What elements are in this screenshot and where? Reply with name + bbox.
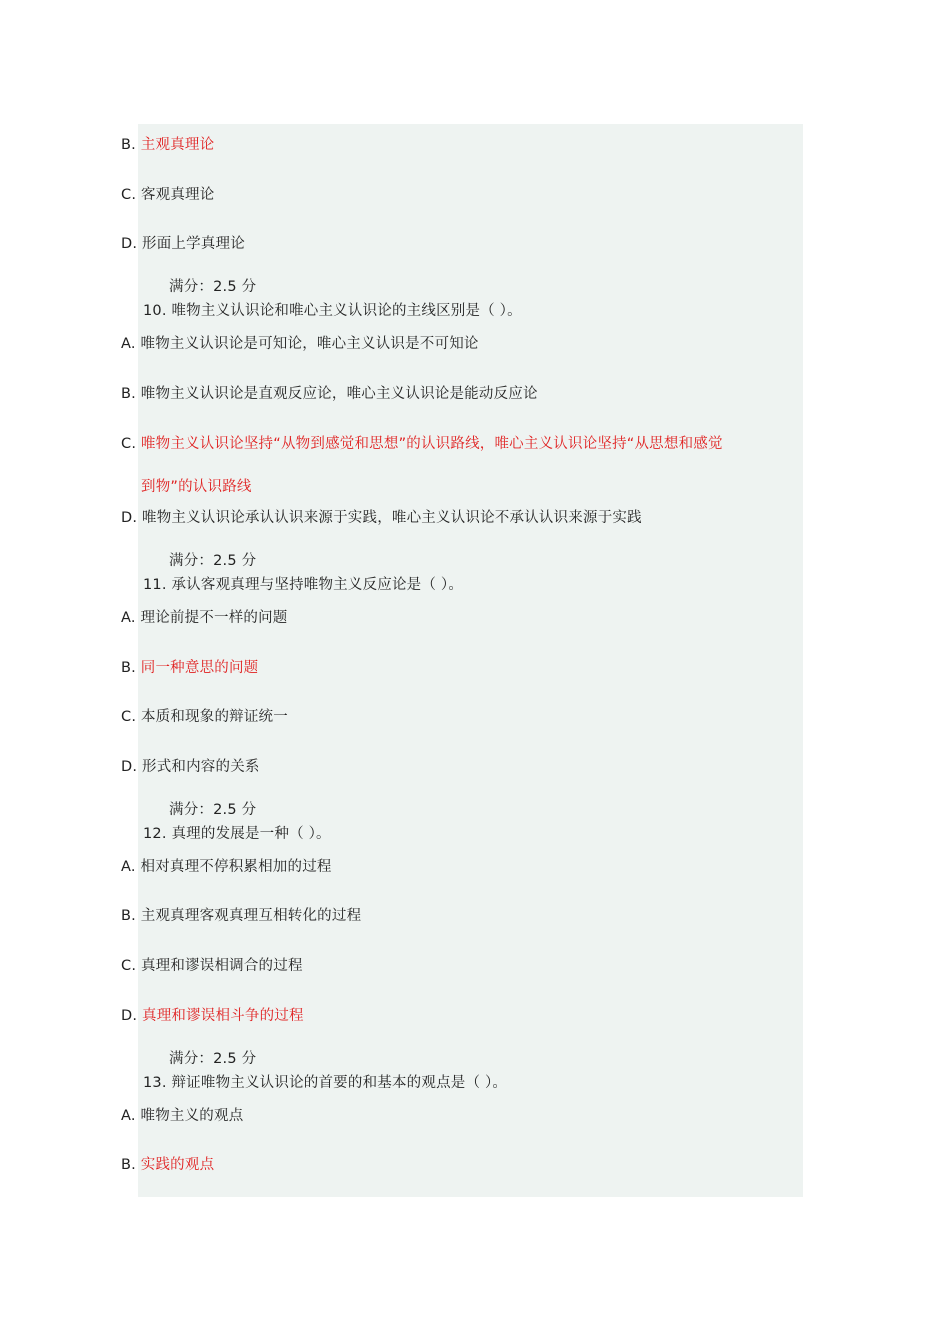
option-text-correct: 唯物主义认识论坚持“从物到感觉和思想”的认识路线，唯心主义认识论坚持“从思想和感觉 <box>140 436 723 452</box>
q13-option-b <box>121 1155 214 1175</box>
q9-option-c <box>121 185 214 205</box>
q10-option-b <box>121 384 538 404</box>
option-text: 本质和现象的辩证统一 <box>140 709 288 725</box>
q9-option-b <box>121 135 214 155</box>
option-text: 唯物主义认识论是可知论，唯心主义认识是不可知论 <box>140 336 479 352</box>
q12-option-d <box>121 1006 304 1026</box>
option-text-correct: 主观真理论 <box>140 137 215 153</box>
option-letter: B. <box>121 386 136 402</box>
option-text: 相对真理不停积累相加的过程 <box>140 859 332 875</box>
option-letter: B. <box>121 137 136 153</box>
option-letter: C. <box>121 709 137 725</box>
q13-option-a <box>121 1106 243 1126</box>
option-letter: D. <box>121 510 138 526</box>
option-text-correct: 真理和谬误相斗争的过程 <box>142 1008 304 1024</box>
option-text: 形式和内容的关系 <box>142 759 260 775</box>
option-letter: A. <box>121 610 136 626</box>
q11-score: 满分：2.5 分 <box>169 802 257 818</box>
q11-option-c <box>121 707 288 727</box>
option-letter: A. <box>121 859 136 875</box>
option-letter: B. <box>121 908 136 924</box>
q10-score: 满分：2.5 分 <box>169 553 257 569</box>
q11-option-a <box>121 608 288 628</box>
option-text: 唯物主义认识论承认认识来源于实践，唯心主义认识论不承认认识来源于实践 <box>142 510 642 526</box>
q13-question: 13. 辩证唯物主义认识论的首要的和基本的观点是（ ）。 <box>143 1075 508 1091</box>
q10-question: 10. 唯物主义认识论和唯心主义认识论的主线区别是（ ）。 <box>143 303 522 319</box>
option-letter: A. <box>121 1108 136 1124</box>
q12-question: 12. 真理的发展是一种（ ）。 <box>143 826 331 842</box>
option-letter: A. <box>121 336 136 352</box>
q9-score: 满分：2.5 分 <box>169 279 257 295</box>
option-text-correct: 实践的观点 <box>140 1157 215 1173</box>
q10-option-c-continuation: 到物”的认识路线 <box>141 479 252 495</box>
option-text: 形面上学真理论 <box>142 236 245 252</box>
option-letter: B. <box>121 660 136 676</box>
option-text: 客观真理论 <box>140 187 215 203</box>
option-letter: C. <box>121 958 137 974</box>
option-letter: C. <box>121 187 137 203</box>
q12-option-c <box>121 956 303 976</box>
q10-option-c <box>121 434 723 454</box>
q11-option-d <box>121 757 260 777</box>
option-text: 主观真理客观真理互相转化的过程 <box>140 908 362 924</box>
q12-score: 满分：2.5 分 <box>169 1051 257 1067</box>
q12-option-a <box>121 857 332 877</box>
option-letter: D. <box>121 236 138 252</box>
option-letter: B. <box>121 1157 136 1173</box>
q12-option-b <box>121 906 361 926</box>
q10-option-a <box>121 334 479 354</box>
option-letter: C. <box>121 436 137 452</box>
option-text: 唯物主义认识论是直观反应论，唯心主义认识论是能动反应论 <box>140 386 538 402</box>
q9-option-d <box>121 234 245 254</box>
option-text: 唯物主义的观点 <box>140 1108 244 1124</box>
option-text: 真理和谬误相调合的过程 <box>140 958 303 974</box>
q10-option-d <box>121 508 642 528</box>
option-letter: D. <box>121 759 138 775</box>
option-text: 理论前提不一样的问题 <box>140 610 288 626</box>
option-text-correct: 同一种意思的问题 <box>140 660 259 676</box>
option-letter: D. <box>121 1008 138 1024</box>
q11-question: 11. 承认客观真理与坚持唯物主义反应论是（ ）。 <box>143 577 464 593</box>
q11-option-b <box>121 658 258 678</box>
